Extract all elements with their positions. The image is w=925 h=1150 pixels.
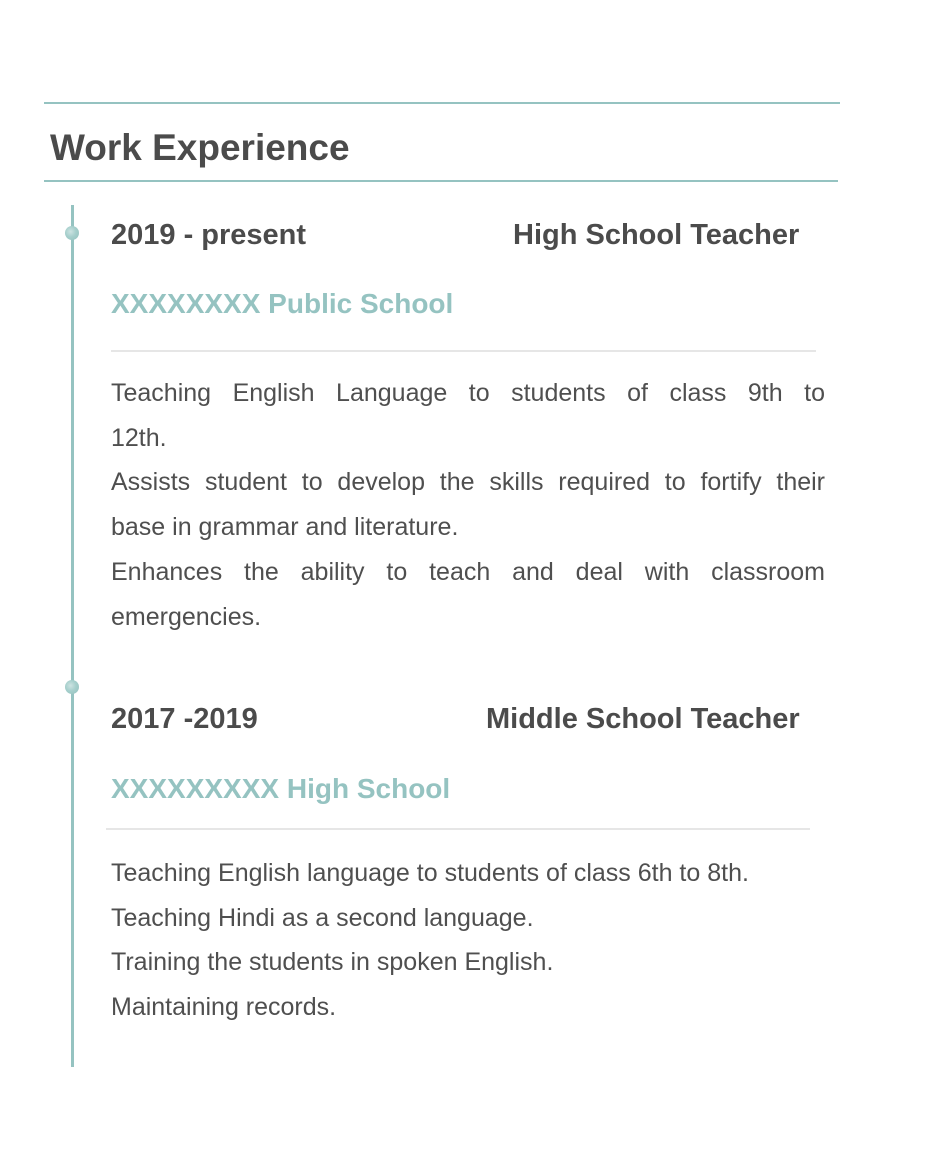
entry-date: 2017 -2019 — [111, 703, 258, 735]
description-line: Assists student to develop the skills required to fortify their — [111, 468, 825, 497]
entry-divider — [106, 828, 810, 830]
description-line: 12th. — [111, 423, 167, 452]
description-line: Teaching English Language to students of class 9th to — [111, 379, 825, 407]
timeline-line — [71, 205, 74, 1067]
description-line: Enhances the ability to teach and deal with classroom — [111, 557, 825, 586]
entry-company: XXXXXXXXX High School — [111, 773, 451, 804]
entry-company: XXXXXXXX Public School — [111, 288, 454, 319]
timeline-dot — [65, 680, 79, 694]
entry-description — [111, 371, 825, 639]
entry-role: High School Teacher — [513, 219, 800, 251]
entry-description — [111, 851, 841, 1030]
section-title: Work Experience — [50, 127, 350, 168]
timeline-dot — [65, 226, 79, 240]
description-line: emergencies. — [111, 602, 262, 631]
entry-role: Middle School Teacher — [486, 703, 800, 735]
description-line: Maintaining records. — [111, 993, 337, 1022]
description-line: Teaching Hindi as a second language. — [111, 903, 534, 932]
section-top-rule — [44, 102, 840, 104]
description-line: Teaching English language to students of class 6th to 8th. — [111, 859, 749, 887]
description-line: base in grammar and literature. — [111, 513, 459, 542]
section-bottom-rule — [44, 180, 838, 182]
entry-divider — [111, 350, 816, 352]
description-line: Training the students in spoken English. — [111, 948, 554, 977]
entry-date: 2019 - present — [111, 219, 307, 251]
